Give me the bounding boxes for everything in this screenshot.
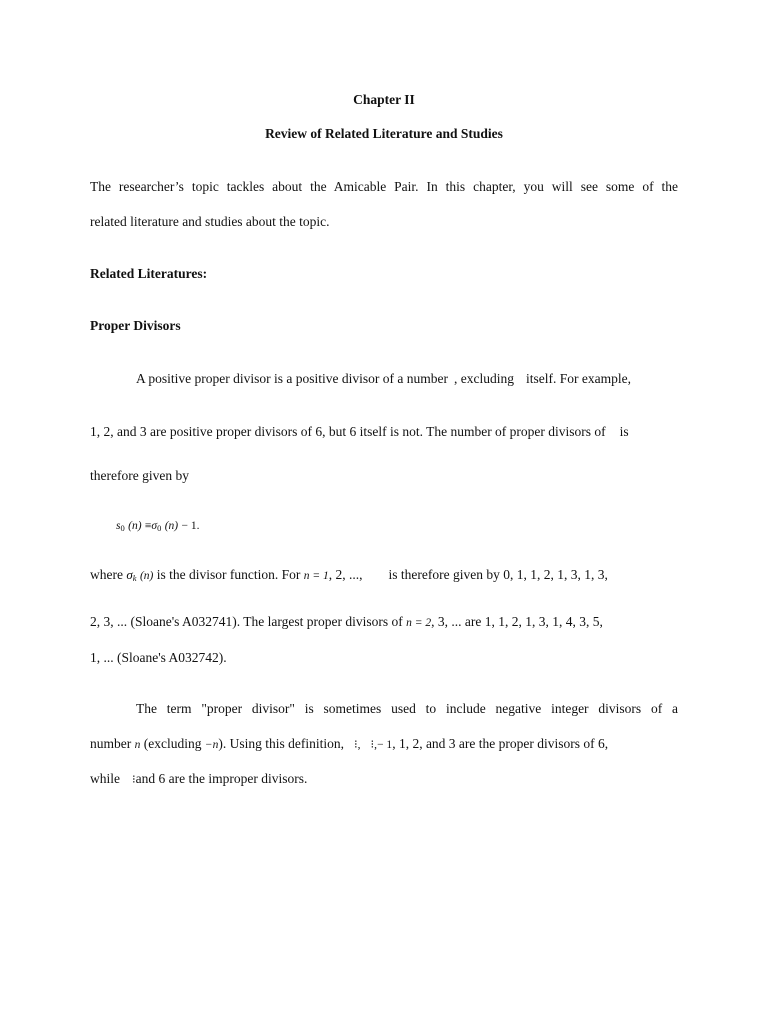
para2-n: (n) xyxy=(139,570,154,582)
formula-sigma: σ xyxy=(151,520,158,532)
para2-n-eq-1: n = 1 xyxy=(303,570,329,582)
para2-line-1 xyxy=(90,567,608,583)
para3-line-3 xyxy=(90,771,307,787)
para3-list: , 1, 2, and 3 are the proper divisors of 6, xyxy=(392,736,609,751)
para3-number: number xyxy=(90,736,132,751)
chapter-label: Chapter II xyxy=(353,92,415,107)
para3-n: n xyxy=(134,739,141,751)
para3-fragment-3: ⁝ xyxy=(132,774,136,786)
para2-seq1: , 2, ..., xyxy=(328,567,363,582)
para1-text-c: itself. For example, xyxy=(525,371,631,386)
formula-n1: (n) xyxy=(128,520,142,532)
para3-neg-n: −n xyxy=(204,739,219,751)
para3-line-2 xyxy=(90,736,608,752)
para3-while: while xyxy=(90,771,120,786)
divisor-count-formula xyxy=(116,517,200,533)
para3-fragment-2: ⁝, xyxy=(370,739,378,751)
para1-text-e: is xyxy=(619,424,629,439)
intro-line-2: related literature and studies about the topic. xyxy=(90,214,330,229)
para3-excluding: (excluding xyxy=(143,736,202,751)
para1-line-3: therefore given by xyxy=(90,468,189,483)
formula-s-sub: 0 xyxy=(120,523,125,533)
para2-divisor-fn: is the divisor function. For xyxy=(156,567,301,582)
para2-text-a: 2, 3, ... (Sloane's A032741). The largest proper divisors of xyxy=(90,614,403,629)
para2-given-by: is therefore given by 0, 1, 1, 2, 1, 3, 1, 3, xyxy=(388,567,608,582)
chapter-title: Review of Related Literature and Studies xyxy=(265,126,503,141)
para2-sigma: σ xyxy=(126,567,133,582)
para1-text-d: 1, 2, and 3 are positive proper divisors of 6, but 6 itself is not. The number of proper divisors of xyxy=(90,424,606,439)
para2-line-3: 1, ... (Sloane's A032742). xyxy=(90,650,227,665)
para3-improper: and 6 are the improper divisors. xyxy=(135,771,308,786)
para1-text-b: , excluding xyxy=(453,371,514,386)
formula-s: s xyxy=(116,520,121,532)
intro-line-1: The researcher’s topic tackles about the Amicable Pair. In this chapter, you will see some of the xyxy=(90,179,678,194)
para1-line-1 xyxy=(136,371,631,387)
formula-rest: − 1. xyxy=(181,520,200,532)
section-heading: Related Literatures: xyxy=(90,266,208,281)
para2-line-2 xyxy=(90,614,603,630)
para3-definition: ). Using this definition, xyxy=(218,736,344,751)
formula-equiv: ≡ xyxy=(144,520,152,532)
para1-text-a: A positive proper divisor is a positive divisor of a number xyxy=(136,371,448,386)
para1-line-2 xyxy=(90,424,629,440)
para2-k: k xyxy=(132,573,137,583)
formula-n2: (n) xyxy=(164,520,179,532)
para3-line-1: The term "proper divisor" is sometimes used to include negative integer divisors of a xyxy=(136,701,678,716)
para3-fragment-1: ⁝, xyxy=(354,739,361,751)
para2-text-b: , 3, ... are 1, 1, 2, 1, 3, 1, 4, 3, 5, xyxy=(431,614,603,629)
formula-sigma-sub: 0 xyxy=(157,523,162,533)
para3-neg-one: − 1 xyxy=(377,739,393,751)
para2-where: where xyxy=(90,567,123,582)
subsection-heading: Proper Divisors xyxy=(90,318,181,333)
para2-n-eq-2: n = 2 xyxy=(406,617,432,629)
